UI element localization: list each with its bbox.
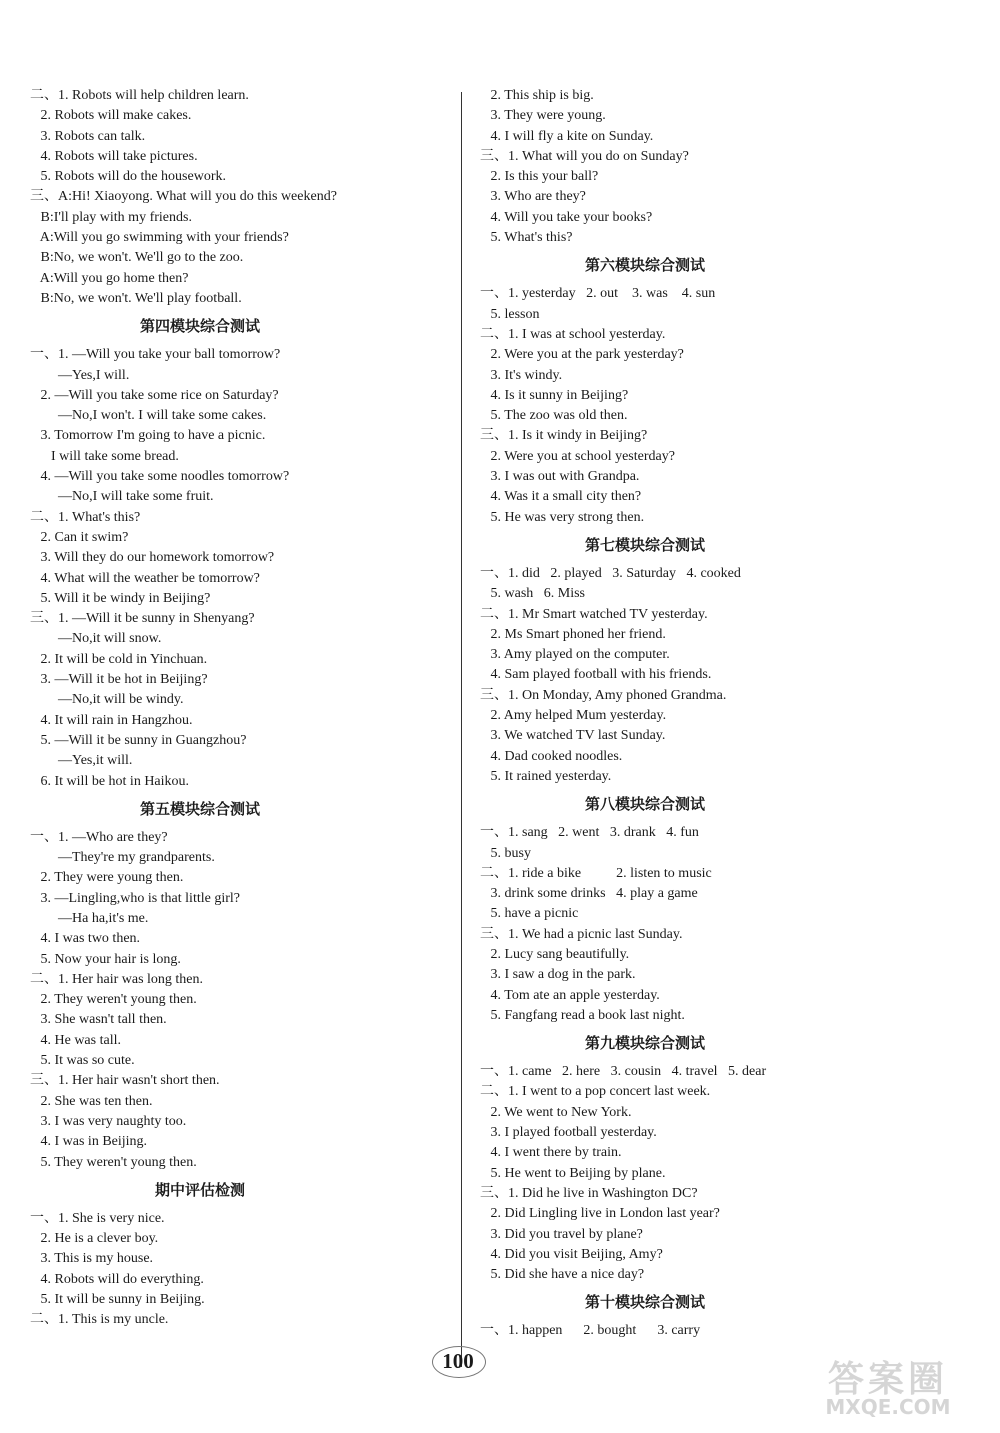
answer-line: 二、1. What's this?	[30, 509, 141, 525]
answer-line: —No,I won't. I will take some cakes.	[30, 408, 267, 424]
answer-line: 5. Robots will do the housework.	[30, 169, 226, 185]
answer-line: A:Will you go swimming with your friends?	[30, 230, 289, 246]
answer-line: 2. It will be cold in Yinchuan.	[30, 651, 208, 667]
answer-line: 三、1. What will you do on Sunday?	[480, 148, 689, 164]
answer-line: 2. They were young then.	[30, 870, 184, 886]
answer-line: 二、1. I went to a pop concert last week.	[480, 1084, 711, 1100]
answer-line: 一、1. —Will you take your ball tomorrow?	[30, 347, 281, 363]
answer-line: 3. It's windy.	[480, 367, 563, 383]
answer-line: 2. Amy helped Mum yesterday.	[480, 708, 667, 724]
answer-line: 2. We went to New York.	[480, 1104, 632, 1120]
answer-line: A:Will you go home then?	[30, 270, 189, 286]
answer-line: 一、1. She is very nice.	[30, 1210, 165, 1226]
answer-line: 3. This is my house.	[30, 1251, 154, 1267]
answer-line: 三、A:Hi! Xiaoyong. What will you do this weekend?	[30, 189, 337, 205]
answer-line: 4. I went there by train.	[480, 1145, 622, 1161]
answer-line: 三、1. —Will it be sunny in Shenyang?	[30, 611, 255, 627]
section-heading: 第十模块综合测试	[584, 1293, 705, 1312]
answer-line: 2. This ship is big.	[480, 88, 594, 103]
answer-line: 三、1. Did he live in Washington DC?	[480, 1185, 698, 1201]
answer-line: 一、1. yesterday 2. out 3. was 4. sun	[480, 286, 716, 302]
answer-line: 4. I will fly a kite on Sunday.	[480, 128, 654, 144]
answer-line: 4. Robots will take pictures.	[30, 148, 198, 164]
answer-line: 5. Did she have a nice day?	[480, 1267, 645, 1283]
left-column	[30, 86, 430, 1331]
answer-line: 3. I was out with Grandpa.	[480, 469, 640, 485]
answer-line: 2. —Will you take some rice on Saturday?	[30, 387, 279, 403]
answer-line: 5. It will be sunny in Beijing.	[30, 1292, 205, 1308]
section-heading: 第四模块综合测试	[139, 317, 260, 336]
answer-line: —No,it will be windy.	[30, 692, 184, 708]
section-heading: 期中评估检测	[154, 1180, 245, 1199]
answer-line: 4. Did you visit Beijing, Amy?	[480, 1246, 663, 1262]
watermark-url: MXQE.COM	[825, 1395, 951, 1419]
answer-line: 5. wash 6. Miss	[480, 586, 586, 602]
answer-line: 二、1. Mr Smart watched TV yesterday.	[480, 606, 708, 622]
watermark	[798, 1351, 978, 1421]
answer-line: 4. I was two then.	[30, 931, 141, 947]
answer-line: 3. Did you travel by plane?	[480, 1226, 643, 1242]
answer-line: 2. Ms Smart phoned her friend.	[480, 626, 666, 642]
answer-line: 一、1. did 2. played 3. Saturday 4. cooked	[480, 565, 741, 581]
answer-line: 二、1. I was at school yesterday.	[480, 326, 666, 342]
answer-line: 5. Will it be windy in Beijing?	[30, 590, 211, 606]
answer-line: —Yes,I will.	[30, 367, 130, 383]
answer-line: 三、1. Is it windy in Beijing?	[480, 428, 648, 444]
answer-line: 4. He was tall.	[30, 1032, 121, 1048]
answer-line: 二、1. Robots will help children learn.	[30, 88, 249, 103]
answer-line: 一、1. sang 2. went 3. drank 4. fun	[480, 825, 699, 841]
section-heading: 第八模块综合测试	[584, 795, 705, 814]
answer-line: B:No, we won't. We'll play football.	[30, 290, 242, 306]
answer-line: 3. Who are they?	[480, 189, 586, 205]
answer-line: B:No, we won't. We'll go to the zoo.	[30, 250, 244, 266]
answer-line: 2. Is this your ball?	[480, 169, 599, 185]
answer-line: 5. The zoo was old then.	[480, 408, 628, 424]
answer-line: 2. Did Lingling live in London last year?	[480, 1206, 720, 1222]
answer-line: 2. He is a clever boy.	[30, 1231, 159, 1247]
answer-line: 2. Robots will make cakes.	[30, 108, 192, 124]
answer-line: 3. I played football yesterday.	[480, 1125, 657, 1141]
answer-line: 3. She wasn't tall then.	[30, 1012, 167, 1028]
section-heading: 第五模块综合测试	[139, 799, 260, 818]
answer-line: B:I'll play with my friends.	[30, 209, 192, 225]
answer-line: 5. —Will it be sunny in Guangzhou?	[30, 732, 247, 748]
answer-line: 三、1. On Monday, Amy phoned Grandma.	[480, 687, 727, 703]
answer-line: 5. They weren't young then.	[30, 1154, 197, 1170]
answer-line: 2. They weren't young then.	[30, 992, 197, 1008]
answer-line: 6. It will be hot in Haikou.	[30, 773, 190, 789]
answer-line: 4. What will the weather be tomorrow?	[30, 570, 260, 586]
column-divider	[461, 92, 462, 1367]
answer-line: 2. Were you at the park yesterday?	[480, 347, 684, 363]
answer-line: 2. She was ten then.	[30, 1093, 153, 1109]
answer-line: I will take some bread.	[30, 448, 179, 464]
answer-line: 4. Tom ate an apple yesterday.	[480, 987, 660, 1003]
answer-line: 5. Fangfang read a book last night.	[480, 1007, 685, 1023]
answer-line: 二、1. Her hair was long then.	[30, 971, 204, 987]
answer-line: 3. Will they do our homework tomorrow?	[30, 550, 275, 566]
section-heading: 第七模块综合测试	[584, 535, 705, 554]
answer-line: 5. He was very strong then.	[480, 509, 645, 525]
answer-line: 3. —Will it be hot in Beijing?	[30, 672, 208, 688]
answer-line: 一、1. —Who are they?	[30, 829, 168, 845]
answer-line: 5. busy	[480, 845, 531, 861]
answer-line: 4. Dad cooked noodles.	[480, 748, 623, 764]
answer-line: 4. —Will you take some noodles tomorrow?	[30, 469, 290, 485]
section-heading: 第九模块综合测试	[584, 1034, 705, 1053]
answer-line: 2. Lucy sang beautifully.	[480, 946, 630, 962]
answer-line: 3. —Lingling,who is that little girl?	[30, 890, 240, 906]
answer-line: 3. They were young.	[480, 108, 606, 124]
watermark-logo: 答案圈	[827, 1359, 948, 1400]
answer-line: 5. Now your hair is long.	[30, 951, 181, 967]
answer-line: 4. Was it a small city then?	[480, 489, 642, 505]
answer-line: 4. Robots will do everything.	[30, 1271, 204, 1287]
answer-line: 3. We watched TV last Sunday.	[480, 728, 666, 744]
answer-line: 5. He went to Beijing by plane.	[480, 1165, 666, 1181]
answer-line: —Yes,it will.	[30, 753, 133, 769]
answer-line: 三、1. Her hair wasn't short then.	[30, 1073, 220, 1089]
answer-line: —No,I will take some fruit.	[30, 489, 214, 505]
answer-line: —Ha ha,it's me.	[30, 910, 149, 926]
answer-line: 一、1. came 2. here 3. cousin 4. travel 5. dear	[480, 1064, 767, 1080]
answer-line: 一、1. happen 2. bought 3. carry	[480, 1323, 701, 1339]
answer-line: 2. Can it swim?	[30, 529, 129, 545]
answer-line: 3. Robots can talk.	[30, 128, 146, 144]
answer-line: 二、1. This is my uncle.	[30, 1312, 169, 1328]
answer-line: 3. Amy played on the computer.	[480, 647, 670, 663]
answer-line: 4. Sam played football with his friends.	[480, 667, 712, 683]
answer-line: 3. I was very naughty too.	[30, 1113, 187, 1129]
page-number: 100	[420, 1344, 496, 1378]
answer-line: —No,it will snow.	[30, 631, 162, 647]
section-heading: 第六模块综合测试	[584, 256, 705, 275]
answer-line: 5. It was so cute.	[30, 1053, 135, 1069]
answer-line: 3. drink some drinks 4. play a game	[480, 886, 698, 902]
answer-line: 4. I was in Beijing.	[30, 1134, 148, 1150]
answer-line: 4. It will rain in Hangzhou.	[30, 712, 193, 728]
answer-line: 5. lesson	[480, 306, 540, 322]
answer-line: 3. Tomorrow I'm going to have a picnic.	[30, 428, 266, 444]
answer-line: 2. Were you at school yesterday?	[480, 448, 675, 464]
answer-line: 4. Will you take your books?	[480, 209, 653, 225]
answer-line: 5. have a picnic	[480, 906, 579, 922]
right-column	[480, 86, 810, 1342]
answer-line: 5. What's this?	[480, 230, 573, 246]
answer-line: 3. I saw a dog in the park.	[480, 967, 636, 983]
answer-line: 二、1. ride a bike 2. listen to music	[480, 865, 712, 881]
answer-line: 5. It rained yesterday.	[480, 768, 612, 784]
answer-line: 三、1. We had a picnic last Sunday.	[480, 926, 683, 942]
answer-line: 4. Is it sunny in Beijing?	[480, 387, 629, 403]
answer-line: —They're my grandparents.	[30, 850, 215, 866]
